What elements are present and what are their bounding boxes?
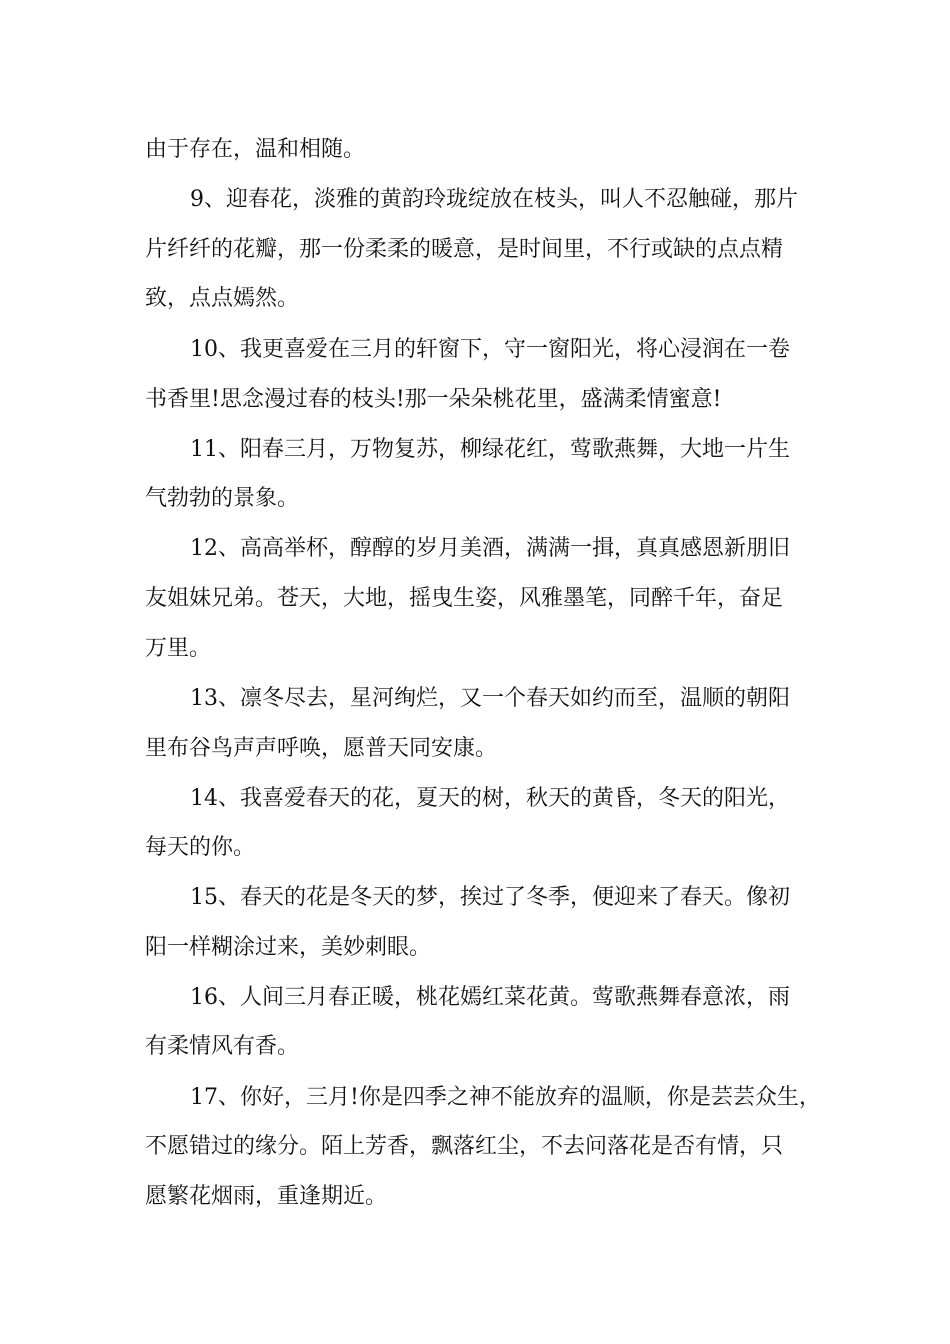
text-line: 里布谷鸟声声呼唤，愿普天同安康。 [145, 736, 498, 761]
text-line: 气勃勃的景象。 [145, 486, 300, 511]
text-line: 友姐妹兄弟。苍天，大地，摇曳生姿，风雅墨笔，同醉千年，奋足 [145, 586, 784, 611]
text-line: 致，点点嫣然。 [145, 286, 300, 311]
text-line: 17、你好，三月!你是四季之神不能放弃的温顺，你是芸芸众生， [190, 1085, 821, 1110]
text-line: 10、我更喜爱在三月的轩窗下，守一窗阳光，将心浸润在一卷 [190, 337, 790, 362]
text-line: 万里。 [145, 636, 212, 661]
text-line: 15、春天的花是冬天的梦，挨过了冬季，便迎来了春天。像初 [190, 885, 790, 910]
text-line: 12、高高举杯，醇醇的岁月美酒，满满一揖，真真感恩新朋旧 [190, 536, 790, 561]
text-line: 阳一样糊涂过来，美妙刺眼。 [145, 935, 432, 960]
text-line: 每天的你。 [145, 835, 256, 860]
text-line: 9、迎春花，淡雅的黄韵玲珑绽放在枝头，叫人不忍触碰，那片 [190, 187, 798, 212]
text-line: 13、凛冬尽去，星河绚烂，又一个春天如约而至，温顺的朝阳 [190, 686, 790, 711]
text-line: 有柔情风有香。 [145, 1034, 300, 1059]
text-line: 14、我喜爱春天的花，夏天的树，秋天的黄昏，冬天的阳光， [190, 786, 790, 811]
text-line: 书香里!思念漫过春的枝头!那一朵朵桃花里，盛满柔情蜜意! [145, 387, 722, 412]
text-line: 不愿错过的缘分。陌上芳香，飘落红尘，不去问落花是否有情，只 [145, 1134, 784, 1159]
text-line: 11、阳春三月，万物复苏，柳绿花红，莺歌燕舞，大地一片生 [190, 437, 790, 462]
text-line: 愿繁花烟雨，重逢期近。 [145, 1184, 388, 1209]
text-line: 由于存在，温和相随。 [145, 137, 366, 162]
text-line: 片纤纤的花瓣，那一份柔柔的暖意，是时间里，不行或缺的点点精 [145, 237, 784, 262]
text-line: 16、人间三月春正暖，桃花嫣红菜花黄。莺歌燕舞春意浓，雨 [190, 985, 790, 1010]
